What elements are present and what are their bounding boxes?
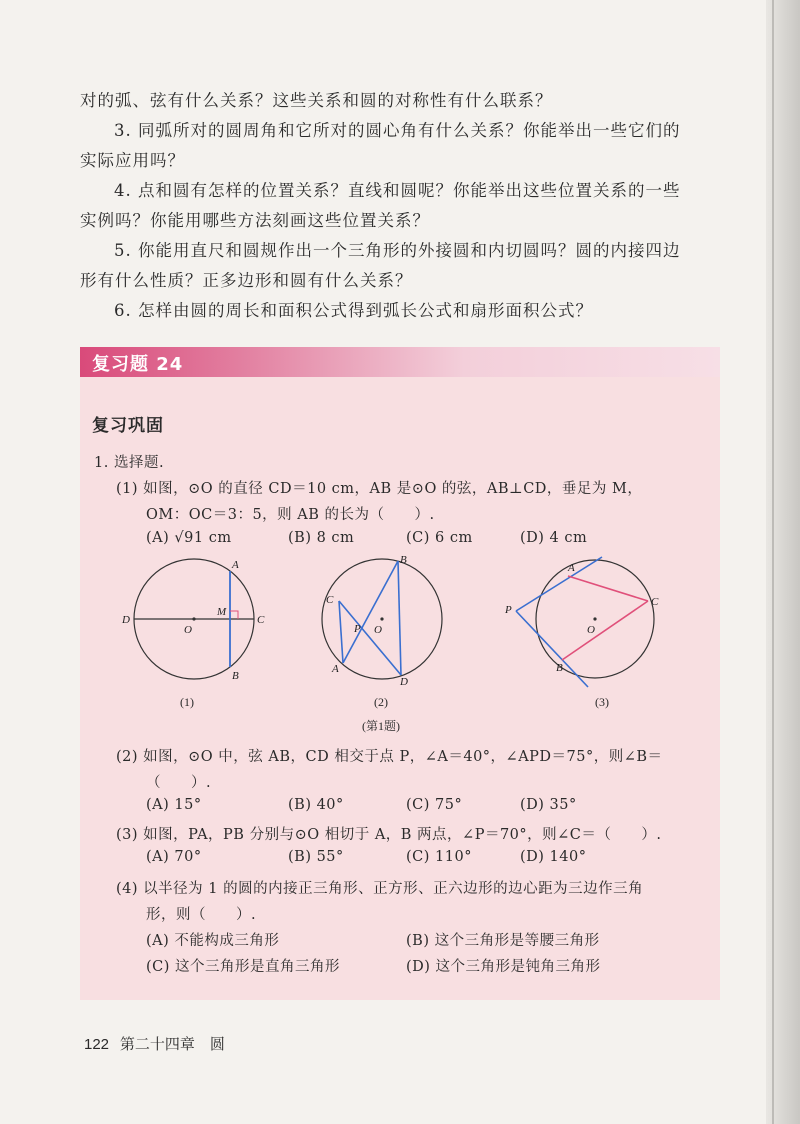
fig2-caption: (2) bbox=[374, 695, 388, 709]
q1-part4-option-d: (D) 这个三角形是钝角三角形 bbox=[406, 959, 601, 975]
intro-line-1: 对的弧、弦有什么关系？这些关系和圆的对称性有什么联系？ bbox=[80, 91, 553, 110]
q1-part1-option-b: (B) 8 cm bbox=[288, 530, 355, 546]
q1-label: 1. 选择题. bbox=[94, 455, 165, 471]
intro-questions bbox=[80, 86, 720, 326]
q1-part3-option-d: (D) 140° bbox=[520, 849, 587, 865]
q1-part4-line1: (4) 以半径为 1 的圆的内接正三角形、正方形、正六边形的边心距为三边作三角 bbox=[116, 881, 644, 897]
question-6: 6. 怎样由圆的周长和面积公式得到弧长公式和扇形面积公式？ bbox=[114, 301, 593, 320]
page-edge-line bbox=[772, 0, 774, 1124]
q1-part3-line1: (3) 如图，PA，PB 分别与⊙O 相切于 A，B 两点，∠P＝70°，则∠C＝（ ）. bbox=[116, 827, 662, 843]
page-footer bbox=[84, 1033, 225, 1054]
fig1-label-o: O bbox=[184, 624, 192, 636]
q1-part2-line2: （ ）. bbox=[146, 775, 212, 791]
figure-3 bbox=[502, 555, 662, 694]
q1-part1-line2: OM：OC＝3：5，则 AB 的长为（ ）. bbox=[146, 507, 435, 523]
q1-part4-option-b: (B) 这个三角形是等腰三角形 bbox=[406, 933, 600, 949]
figure-2 bbox=[312, 555, 452, 689]
question-5-line-1: 5. 你能用直尺和圆规作出一个三角形的外接圆和内切圆吗？圆的内接四边 bbox=[114, 241, 681, 260]
section-banner bbox=[80, 347, 720, 377]
exercise-panel bbox=[80, 377, 720, 1000]
fig3-center-dot bbox=[593, 617, 596, 620]
chapter-title: 第二十四章 圆 bbox=[119, 1035, 225, 1053]
fig3-label-o: O bbox=[587, 624, 595, 636]
q1-part2-option-d: (D) 35° bbox=[520, 797, 577, 813]
q1-part2-option-a: (A) 15° bbox=[146, 797, 202, 813]
fig3-label-a: A bbox=[568, 562, 575, 574]
fig1-center-dot bbox=[192, 617, 195, 620]
fig3-caption: (3) bbox=[595, 695, 609, 709]
fig2-label-b: B bbox=[400, 555, 407, 566]
fig3-segment-cb bbox=[562, 601, 648, 660]
q1-part2-option-b: (B) 40° bbox=[288, 797, 344, 813]
sub-heading: 复习巩固 bbox=[92, 416, 164, 436]
fig2-label-d: D bbox=[400, 676, 408, 685]
q1-part4-option-a: (A) 不能构成三角形 bbox=[146, 933, 280, 949]
fig3-label-c: C bbox=[651, 596, 659, 608]
fig2-label-a: A bbox=[332, 663, 339, 675]
question-4-line-1: 4. 点和圆有怎样的位置关系？直线和圆呢？你能举出这些位置关系的一些 bbox=[114, 181, 681, 200]
q1-part1-option-c: (C) 6 cm bbox=[406, 530, 473, 546]
page-number: 122 bbox=[84, 1036, 110, 1053]
fig1-label-m: M bbox=[217, 606, 227, 618]
question-4-line-2: 实例吗？你能用哪些方法刻画这些位置关系？ bbox=[80, 211, 430, 230]
fig1-label-c: C bbox=[257, 614, 265, 626]
q1-part4-option-c: (C) 这个三角形是直角三角形 bbox=[146, 959, 341, 975]
fig1-right-angle-mark bbox=[230, 611, 238, 619]
question-5-line-2: 形有什么性质？正多边形和圆有什么关系？ bbox=[80, 271, 413, 290]
fig2-chord-ab bbox=[343, 561, 398, 663]
q1-part3-option-b: (B) 55° bbox=[288, 849, 344, 865]
fig2-label-c: C bbox=[326, 594, 334, 606]
q1-part1-option-d: (D) 4 cm bbox=[520, 530, 588, 546]
fig3-label-p: P bbox=[505, 604, 512, 616]
q1-part2-option-c: (C) 75° bbox=[406, 797, 463, 813]
q1-part2-line1: (2) 如图，⊙O 中，弦 AB，CD 相交于点 P，∠A＝40°，∠APD＝75°，则∠B＝ bbox=[116, 749, 663, 765]
figure-1 bbox=[116, 555, 276, 689]
question-3-line-2: 实际应用吗？ bbox=[80, 151, 185, 170]
fig2-segment-ac bbox=[339, 601, 343, 663]
fig3-tangent-pa bbox=[516, 557, 602, 611]
fig2-segment-bd bbox=[398, 561, 401, 675]
fig2-label-o: O bbox=[374, 624, 382, 636]
q1-part4-line2: 形，则（ ）. bbox=[146, 907, 257, 923]
fig1-label-b: B bbox=[232, 670, 239, 682]
fig1-label-d: D bbox=[122, 614, 130, 626]
figure-group-caption: (第1题) bbox=[362, 719, 400, 733]
q1-part3-option-c: (C) 110° bbox=[406, 849, 472, 865]
fig1-label-a: A bbox=[232, 559, 239, 571]
q1-part1-option-a: (A) √91 cm bbox=[146, 530, 232, 546]
fig2-label-p: P bbox=[354, 623, 361, 635]
section-title: 复习题 24 bbox=[92, 354, 184, 375]
fig3-segment-ac bbox=[568, 576, 648, 601]
fig3-label-b: B bbox=[556, 662, 563, 674]
fig1-caption: (1) bbox=[180, 695, 194, 709]
q1-part1-line1: (1) 如图，⊙O 的直径 CD＝10 cm，AB 是⊙O 的弦，AB⊥CD，垂足为 M， bbox=[116, 481, 643, 497]
fig2-center-dot bbox=[380, 617, 383, 620]
q1-part3-option-a: (A) 70° bbox=[146, 849, 202, 865]
question-3-line-1: 3. 同弧所对的圆周角和它所对的圆心角有什么关系？你能举出一些它们的 bbox=[114, 121, 681, 140]
